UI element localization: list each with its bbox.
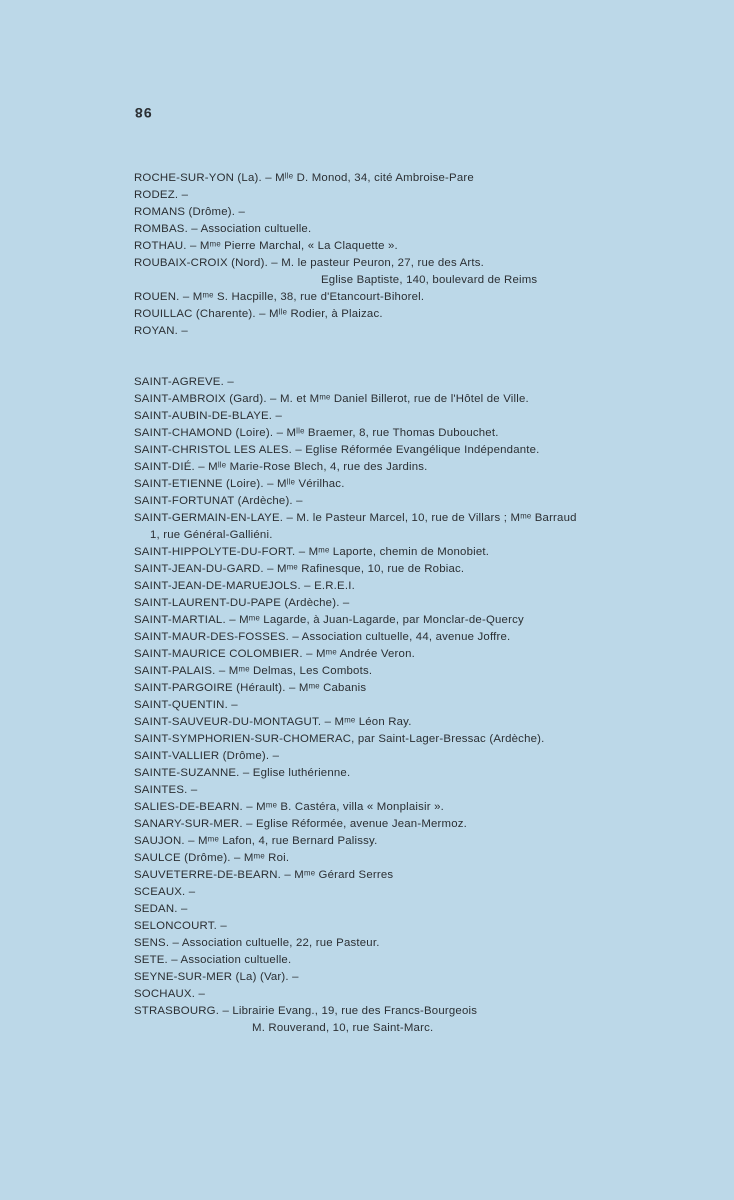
- entry-text: SAINT-LAURENT-DU-PAPE (Ardèche). –: [134, 597, 350, 609]
- entry-text: ROTHAU. – Mᵐᵉ Pierre Marchal, « La Claquette ».: [134, 240, 398, 252]
- directory-entry: [134, 901, 724, 918]
- entry-text: SAINT-QUENTIN. –: [134, 699, 238, 711]
- entry-text: SANARY-SUR-MER. – Eglise Réformée, avenue Jean-Mermoz.: [134, 818, 468, 830]
- directory-entry: [134, 765, 724, 782]
- directory-entry: [134, 170, 724, 187]
- entry-text: SAINT-MAUR-DES-FOSSES. – Association cultuelle, 44, avenue Joffre.: [134, 631, 511, 643]
- directory-entry: [134, 748, 724, 765]
- directory-entry: [134, 493, 724, 510]
- entry-text: SAINT-SAUVEUR-DU-MONTAGUT. – Mᵐᵉ Léon Ray.: [134, 716, 412, 728]
- directory-entry: [134, 544, 724, 561]
- entry-text: SAINT-FORTUNAT (Ardèche). –: [134, 495, 303, 507]
- directory-entry: [134, 918, 724, 935]
- entry-text: SCEAUX. –: [134, 886, 196, 898]
- entry-text: SALIES-DE-BEARN. – Mᵐᵉ B. Castéra, villa « Monplaisir ».: [134, 801, 444, 813]
- entry-text: SAINT-AUBIN-DE-BLAYE. –: [134, 410, 283, 422]
- directory-entry: [134, 1003, 724, 1037]
- entry-text: SAUJON. – Mᵐᵉ Lafon, 4, rue Bernard Palissy.: [134, 835, 378, 847]
- directory-group-r: [134, 170, 724, 340]
- entry-continuation: Eglise Baptiste, 140, boulevard de Reims: [321, 274, 538, 286]
- directory-entry: [134, 833, 724, 850]
- directory-entry: [134, 238, 724, 255]
- directory-listing: [134, 170, 724, 1037]
- directory-entry: [134, 986, 724, 1003]
- entry-text: SAINT-MAURICE COLOMBIER. – Mᵐᵉ Andrée Veron.: [134, 648, 415, 660]
- directory-entry: [134, 680, 724, 697]
- directory-entry: [134, 714, 724, 731]
- directory-entry: [134, 289, 724, 306]
- directory-group-s: [134, 374, 724, 1037]
- directory-entry: [134, 578, 724, 595]
- entry-text: SAINT-GERMAIN-EN-LAYE. – M. le Pasteur Marcel, 10, rue de Villars ; Mᵐᵉ Barraud: [134, 512, 577, 524]
- directory-entry: [134, 799, 724, 816]
- directory-entry: [134, 391, 724, 408]
- directory-entry: [134, 425, 724, 442]
- entry-text: RODEZ. –: [134, 189, 189, 201]
- directory-entry: [134, 204, 724, 221]
- directory-entry: [134, 935, 724, 952]
- entry-text: ROUBAIX-CROIX (Nord). – M. le pasteur Peuron, 27, rue des Arts.: [134, 257, 485, 269]
- directory-entry: [134, 663, 724, 680]
- entry-text: SAINT-VALLIER (Drôme). –: [134, 750, 280, 762]
- directory-entry: [134, 782, 724, 799]
- entry-text: SAINT-JEAN-DU-GARD. – Mᵐᵉ Rafinesque, 10, rue de Robiac.: [134, 563, 465, 575]
- entry-text: SEYNE-SUR-MER (La) (Var). –: [134, 971, 299, 983]
- directory-entry: [134, 731, 724, 748]
- directory-entry: [134, 952, 724, 969]
- entry-text: SAINTES. –: [134, 784, 198, 796]
- directory-entry: [134, 612, 724, 629]
- directory-entry: [134, 459, 724, 476]
- directory-entry: [134, 697, 724, 714]
- entry-text: SAINT-PARGOIRE (Hérault). – Mᵐᵉ Cabanis: [134, 682, 367, 694]
- entry-text: SAINT-ETIENNE (Loire). – Mˡˡᵉ Vérilhac.: [134, 478, 345, 490]
- entry-text: SAINT-MARTIAL. – Mᵐᵉ Lagarde, à Juan-Lagarde, par Monclar-de-Quercy: [134, 614, 524, 626]
- entry-text: SAINT-CHRISTOL LES ALES. – Eglise Réformée Evangélique Indépendante.: [134, 444, 540, 456]
- directory-entry: [134, 646, 724, 663]
- entry-text: SAINT-PALAIS. – Mᵐᵉ Delmas, Les Combots.: [134, 665, 373, 677]
- entry-text: SAINT-JEAN-DE-MARUEJOLS. – E.R.E.I.: [134, 580, 355, 592]
- directory-entry: [134, 816, 724, 833]
- directory-entry: [134, 561, 724, 578]
- entry-text: SAINT-CHAMOND (Loire). – Mˡˡᵉ Braemer, 8, rue Thomas Dubouchet.: [134, 427, 499, 439]
- entry-text: SETE. – Association cultuelle.: [134, 954, 292, 966]
- entry-text: SAINT-AGREVE. –: [134, 376, 234, 388]
- directory-entry: [134, 850, 724, 867]
- directory-entry: [134, 884, 724, 901]
- entry-text: ROUEN. – Mᵐᵉ S. Hacpille, 38, rue d'Etancourt-Bihorel.: [134, 291, 425, 303]
- entry-text: SAINT-DIÉ. – Mˡˡᵉ Marie-Rose Blech, 4, rue des Jardins.: [134, 461, 428, 473]
- directory-entry: [134, 442, 724, 459]
- directory-entry: [134, 408, 724, 425]
- section-gap: [134, 340, 724, 374]
- directory-entry: [134, 595, 724, 612]
- entry-text: ROYAN. –: [134, 325, 188, 337]
- entry-text: SOCHAUX. –: [134, 988, 205, 1000]
- entry-text: SEDAN. –: [134, 903, 188, 915]
- entry-text: ROCHE-SUR-YON (La). – Mˡˡᵉ D. Monod, 34, cité Ambroise-Pare: [134, 172, 474, 184]
- directory-entry: [134, 629, 724, 646]
- entry-continuation: M. Rouverand, 10, rue Saint-Marc.: [252, 1022, 434, 1034]
- entry-continuation: 1, rue Général-Galliéni.: [150, 529, 273, 541]
- directory-entry: [134, 476, 724, 493]
- entry-text: SAINT-HIPPOLYTE-DU-FORT. – Mᵐᵉ Laporte, chemin de Monobiet.: [134, 546, 490, 558]
- page-number: 98: [134, 105, 152, 121]
- entry-text: SAUVETERRE-DE-BEARN. – Mᵐᵉ Gérard Serres: [134, 869, 394, 881]
- entry-text: SELONCOURT. –: [134, 920, 227, 932]
- directory-entry: [134, 510, 724, 544]
- entry-text: ROMANS (Drôme). –: [134, 206, 245, 218]
- entry-text: ROMBAS. – Association cultuelle.: [134, 223, 312, 235]
- entry-text: SAINT-AMBROIX (Gard). – M. et Mᵐᵉ Daniel Billerot, rue de l'Hôtel de Ville.: [134, 393, 529, 405]
- entry-text: SAINT-SYMPHORIEN-SUR-CHOMERAC, par Saint-Lager-Bressac (Ardèche).: [134, 733, 545, 745]
- entry-text: SAULCE (Drôme). – Mᵐᵉ Roi.: [134, 852, 290, 864]
- directory-entry: [134, 867, 724, 884]
- directory-entry: [134, 221, 724, 238]
- directory-entry: [134, 323, 724, 340]
- directory-entry: [134, 374, 724, 391]
- entry-text: SAINTE-SUZANNE. – Eglise luthérienne.: [134, 767, 351, 779]
- directory-entry: [134, 187, 724, 204]
- directory-entry: [134, 306, 724, 323]
- entry-text: STRASBOURG. – Librairie Evang., 19, rue des Francs-Bourgeois: [134, 1005, 478, 1017]
- entry-text: SENS. – Association cultuelle, 22, rue Pasteur.: [134, 937, 380, 949]
- directory-entry: [134, 969, 724, 986]
- entry-text: ROUILLAC (Charente). – Mˡˡᵉ Rodier, à Plaizac.: [134, 308, 383, 320]
- directory-entry: [134, 255, 724, 289]
